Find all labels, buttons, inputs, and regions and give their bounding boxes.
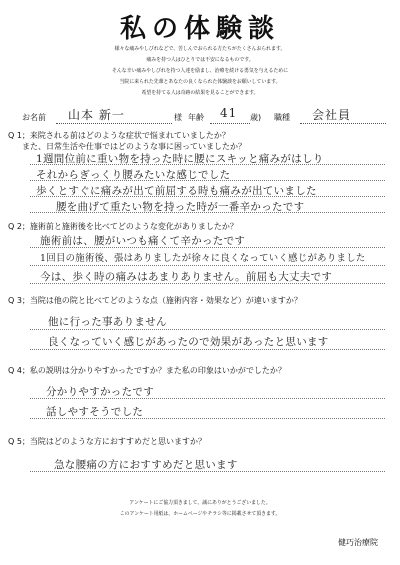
answer-line: [30, 265, 385, 266]
answer-2-line-2: 1回目の施術後、張はありましたが徐々に良くなっていく感じがありました: [40, 253, 366, 264]
intro-text: [0, 44, 400, 99]
answer-5-line-1: 急な腰痛の方におすすめだと思います: [54, 459, 238, 471]
answer-2-line-1: 施術前は、腰がいつも痛くて辛かったです: [40, 235, 246, 247]
age-suffix: 歳): [250, 113, 262, 122]
name-underline: [56, 123, 172, 124]
age-underline: [210, 123, 250, 124]
footer-line: このアンケート用紙は、ホームページやチラシ等に掲載させて頂きます。: [119, 511, 281, 517]
answer-3-line-2: 良くなっていく感じがあったので効果があったと思います: [48, 336, 329, 348]
question-3: Q 3；当院は他の院と比べてどのような点（施術内容・効果など）が違いますか？: [8, 296, 302, 305]
answer-4-line-1: 分かりやすかったです: [46, 386, 154, 398]
name-label: お名前: [22, 113, 46, 122]
age-value: 41: [220, 106, 238, 120]
name-suffix: 様: [174, 113, 182, 122]
answer-1-line-4: 腰を曲げて重たい物を持った時が一番辛かったです: [56, 201, 305, 213]
intro-line: 様々な痛みやしびれなどで、苦しんでおられる方たちがたくさんおられます。: [114, 46, 286, 52]
intro-line: 希望を持てる人は奇跡の結果を見ることができます。: [141, 90, 259, 96]
intro-line: 痛みを持つ人はひとりでは不安になるものです。: [146, 57, 254, 63]
job-underline: [300, 123, 386, 124]
answer-line: [30, 418, 385, 419]
answer-3-line-1: 他に行った事ありません: [48, 316, 167, 328]
answer-2-line-3: 今は、歩く時の痛みはあまりありません。前屈も大丈夫です: [40, 271, 333, 283]
intro-line: そんな辛い痛みやしびれを持つ人達を励まし、治療を続ける勇気を与えるために: [111, 68, 289, 74]
intro-line: 当院に来られた先輩とあなたの良くなられた体験談をお願いしています。: [119, 79, 281, 85]
answer-line: [30, 247, 385, 248]
profile-row: [20, 108, 390, 124]
answer-1-line-3: 歩くとすぐに痛みが出て前屈する時も痛みが出ていました: [36, 185, 317, 197]
job-label: 職種: [274, 113, 290, 122]
answer-1-line-2: それからぎっくり腰みたいな感じでした: [36, 169, 231, 181]
document-title: 私の体験談: [119, 14, 280, 44]
answer-line: [30, 349, 385, 350]
question-1: Q 1；来院される前はどのような症状で悩まれていましたか？: [8, 131, 230, 140]
age-label: 年齢: [188, 113, 204, 122]
clinic-name: 健巧治療院: [338, 538, 378, 547]
question-1-sub: また、日常生活や仕事ではどのような事に困っていましたか？: [22, 142, 246, 151]
name-value: 山本 新一: [68, 108, 125, 122]
job-value: 会社員: [312, 108, 352, 122]
answer-line: [30, 471, 385, 472]
answer-line: [30, 398, 385, 399]
question-4: Q 4；私の説明は分かりやすかったですか？また私の印象はいかがでしたか？: [8, 366, 286, 375]
footer-line: アンケートにご協力頂きまして、誠にありがとうございました。: [129, 500, 271, 506]
answer-line: [30, 283, 385, 284]
answer-line: [30, 329, 385, 330]
question-2: Q 2；施術前と施術後を比べてどのような変化がありましたか？: [8, 222, 238, 231]
answer-4-line-2: 話しやすそうでした: [46, 406, 144, 418]
question-5: Q 5；当院はどのような方におすすめだと思いますか？: [8, 437, 207, 446]
footer-text: [0, 498, 400, 520]
answer-1-line-1: 1週間位前に重い物を持った時に腰にスキッと痛みがはしり: [36, 153, 324, 165]
